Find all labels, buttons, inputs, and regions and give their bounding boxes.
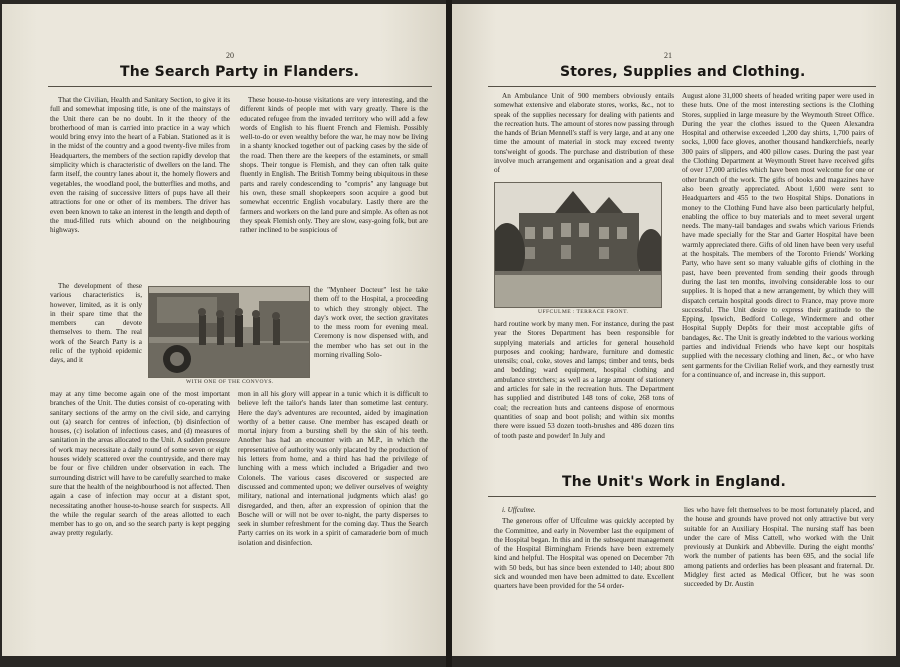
- convoy-photo: [148, 286, 310, 378]
- article-column: [314, 286, 428, 390]
- photo-caption: WITH ONE OF THE CONVOYS.: [186, 379, 274, 385]
- title-rule: [488, 86, 876, 87]
- paragraph: The generous offer of Uffculme was quickly accepted by the Committee, and early in November last the equipment of the Hospital began. In this and in the subsequent management of the Hospital Birmingham Friends have been extremely kind and helpful. The Hospital was opened on December 7th with 50 beds, but has since been extended to 140; about 800 sick and wounded men have been admitted to date. Excellent quarters have been provided for the 54 order-: [494, 517, 674, 591]
- paragraph: That the Civilian, Health and Sanitary Section, to give it its full and somewhat imposing title, is one of the mainstays of the Unit there can be no doubt. In it the theory of the brotherhood of man is carried into practice in a way which would bring envy into the heart of a Fabian. Stationed as it is in the midst of the country and a good twenty-five miles from Headquarters, the members of the section rapidly develop that simplicity which is characteristic of dwellers on the land. The farm itself, the country lanes about it, the homely flowers and vegetables, the woodland pool, the butterflies and moths, and even the raising of successive litters of pups have all their attractions for one or other of its members. The driver has even been known to take an interest in the length and depth of the mud-filled ruts which abound on the neighbouring highways.: [50, 96, 230, 235]
- article-column: [50, 390, 230, 600]
- article-column: [494, 320, 674, 462]
- page-title: Stores, Supplies and Clothing.: [560, 64, 806, 80]
- article-column: [494, 92, 674, 174]
- paragraph: hard routine work by many men. For instance, during the past year the Stores Department has been responsible for supplying materials and articles for general household purposes and cooking; hardware, furniture and domestic utensils; coal, coke, stoves and lamps; timber and tents, beds and bedding; ward equipment, hospital clothing and ambulance stretchers; as well as a large amount of stationery and articles for sale in the recreation huts. The Department has supplied and distributed 148 tons of coke, 268 tons of coal; the recreation huts and canteens dispose of enormous quantities of soap and boot polish; and within six months there were issued 53 dozen tooth-brushes and 486 dozen tins of tooth paste and powder! In July and: [494, 320, 674, 440]
- paragraph: The development of these various characteristics is, however, limited, as it is only in their spare time that the members can devote themselves to them. The real work of the Search Party is a relic of the typhoid epidemic days, and it: [50, 282, 142, 365]
- section-title: The Unit's Work in England.: [562, 474, 786, 490]
- title-rule: [488, 496, 876, 497]
- article-column: [494, 506, 674, 628]
- article-column: [240, 96, 428, 286]
- photo-caption: UFFCULME : TERRACE FRONT.: [538, 309, 629, 315]
- article-column: [684, 506, 874, 628]
- page-title: The Search Party in Flanders.: [120, 64, 360, 80]
- title-rule: [48, 86, 432, 87]
- article-column: [682, 92, 874, 442]
- article-column: [238, 390, 428, 600]
- paragraph: These house-to-house visitations are very interesting, and the different kinds of people met with vary greatly. There is the educated refugee from the invaded territory who will add a few words of English to his fluent French and Flemish. Possibly well-to-do or even wealthy before the war, he may now be living in a shanty knocked together out of packing cases by the side of the road. Then there are the keepers of the estaminets, or small shops. Their tongue is Flemish, and they can often talk quite fluently in English. The British Tommy being ubiquitous in these parts and rarely condescending to "compris" any language but his own, these small shopkeepers soon acquire a good but somewhat eccentric English vocabulary. Lastly there are the farmers and workers on the land pure and simple. As often as not they speak Flemish only. They are slow, easy-going folk, but are rather inclined to be suspicious of: [240, 96, 428, 235]
- paragraph: mon in all his glory will appear in a tunic which it is difficult to believe left the tailor's hands later than sometime last century. Here the day's adventures are recounted, aided by imagination worthy of a better cause. One member has escaped death or mortal injury from a bursting shell by the skin of his teeth. Another has had an encounter with an M.P., in which the representative of authority was only placated by the production of his letters from home, and a third has had the privilege of lunching with a mess which included a Brigadier and two Colonels. The various cases discovered or suspected are discussed and commented upon; we deliver ourselves of weighty military, national and international judgments which alas! go disregarded, and then, after an expression of opinion that the Bosche will or will not be over to-night, the party disperses to seek in slumber refreshment for the coming day. Thus the Search Party carries on its work in a spirit of camaraderie born of much isolation and disinfection.: [238, 390, 428, 547]
- right-page: [452, 4, 896, 656]
- subheading: i. Uffculme.: [502, 506, 536, 514]
- paragraph: lies who have felt themselves to be most fortunately placed, and the house and grounds have proved not only attractive but very suitable for an Auxiliary Hospital. The nursing staff has been under the care of Miss Cattell, who worked with the Unit previously at Dunkirk and Abbeville. During the eight months' work the number of patients has been 695, and the social life among patients and orderlies has been pleasant and fraternal. Dr. Midgley first acted as Medical Officer, but he was soon succeeded by Dr. Austin: [684, 506, 874, 589]
- page-number: 21: [664, 51, 672, 60]
- uffculme-photo: [494, 182, 662, 308]
- paragraph: An Ambulance Unit of 900 members obviously entails somewhat extensive and elaborate stores, works, &c., not to speak of the supplies necessary for dealing with patients and the recreation huts. The amount of stores now passing through the hands of Brian Mennell's staff is very large, and at any one time the amount of material in stock may exceed twenty tons'weight of goods. The purchase and distribution of these involve much arrangement and organisation and a great deal of: [494, 92, 674, 174]
- paragraph: August alone 31,000 sheets of headed writing paper were used in these huts. One of the most interesting sections is the Clothing Stores, supplied in large measure by the Weymouth Street Office. During the year the clothes issued to the Queen Alexandra Hospital and otherwise exceeded 1,200 day shirts, 1,700 pairs of socks, 1,000 face gloves, another thousand handkerchiefs, nearly 300 pairs of slippers, and 400 pillow cases. During the past year the Clothing Department at Weymouth Street have received gifts of over 17,000 articles which have been most welcome for one or other branch of the work. The gifts of books and magazines have also been greatly appreciated. About 1,600 were sent to Headquarters and 455 to the two Hospital Ships. Donations in money to the Clothing Fund have also been particularly helpful, enabling the office to buy materials and to meet several urgent needs. The many-tail bandages and swabs which various Friends have made specially for the Star and Garter Hospital have been warmly appreciated there. Gifts of old linen have been very useful at the hospitals. The members of the Toronto Friends' Working Party, who have sent so many valuable gifts of clothing in the past, have been prevented from sending their goods through during the last ten months, involving considerable loss to our supplies. It is hoped that a new arrangement, by which they will dispatch certain hospital goods direct to France, may prove more successful. The Unit desire to express their gratitude to the Epping, Ipswich, Bedford College, Windermere and other Hospital Supply Depôts for their most acceptable gifts of bandages, &c. The Unit is greatly indebted to the various working parties and individual Friends who have kept our hospitals supplied with the necessary clothing and linen, &c., or who have sent garments for the Civilian Relief work, and they earnestly trust for a continuance of, and increase in, this support.: [682, 92, 874, 379]
- left-page: [2, 4, 446, 656]
- paragraph: may at any time become again one of the most important branches of the Unit. The duties consist of co-operating with sanitary sections of the army on the civil side, and carrying out (a) search for centres of infection, (b) disinfection of houses, (c) isolation of infectious cases, and (d) measures of sanitation in the areas allocated to the Unit. A sudden pressure of work may necessitate a daily round of some seven or eight houses widely scattered over the countryside, and there may be four or five children under observation in each. The surrounding district will have to be carefully searched to make sure that the health of the neighbourhood is not affected. Then again a case of infection may occur at a distant spot, necessitating another house-to-house search for suspects. All the while the regular search of the areas allotted to each member has to go on, and so the search party is kept pegging away pretty regularly.: [50, 390, 230, 538]
- article-column: [50, 96, 230, 282]
- article-column: [50, 282, 142, 386]
- paragraph: the "Mynheer Docteur" lest he take them off to the Hospital, a proceeding to which they strongly object. The day's work over, the section gravitates to the mess room for evening meal. Ceremony is now dispensed with, and the member who has set out in the morning rivalling Solo-: [314, 286, 428, 360]
- page-number: 20: [226, 51, 234, 60]
